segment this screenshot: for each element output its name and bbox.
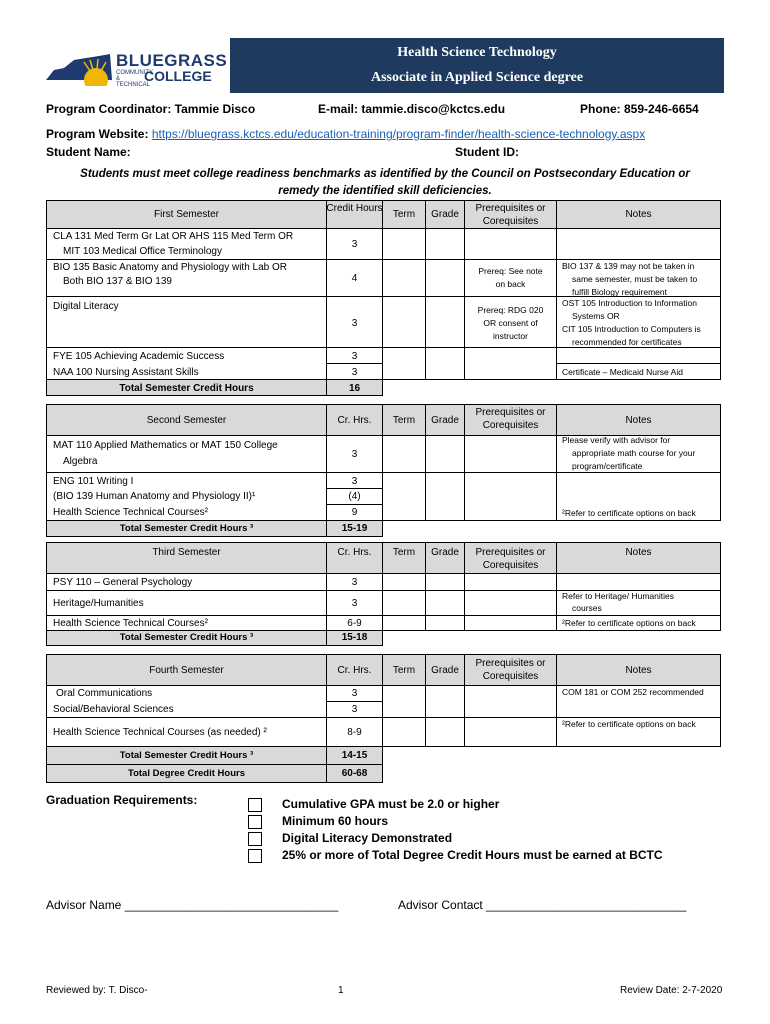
- course-heritage: Heritage/Humanities: [53, 598, 144, 609]
- hours: 3: [351, 688, 358, 699]
- note: BIO 137 & 139 may not be taken in: [562, 261, 695, 271]
- total-semester-hours: 14-15: [341, 750, 368, 761]
- hours: 6-9: [347, 618, 362, 629]
- hours: (4): [348, 491, 361, 502]
- cr-hrs-header: Cr. Hrs.: [337, 415, 372, 426]
- note: fulfill Biology requirement: [572, 287, 667, 297]
- course-hst: Health Science Technical Courses²: [53, 507, 208, 518]
- bctc-hours-checkbox[interactable]: [248, 849, 262, 863]
- prereq-note: on back: [495, 279, 526, 289]
- grad-req-item: Cumulative GPA must be 2.0 or higher: [282, 797, 500, 811]
- hours: 3: [351, 577, 358, 588]
- course-bio137-139: Both BIO 137 & BIO 139: [63, 276, 172, 287]
- program-header: [230, 38, 724, 93]
- grade-header: Grade: [431, 547, 459, 558]
- hours: 3: [351, 318, 358, 329]
- email: E-mail: tammie.disco@kctcs.edu: [318, 102, 506, 116]
- logo-college: COLLEGE: [144, 68, 212, 84]
- course-eng101: ENG 101 Writing I: [53, 476, 134, 487]
- hours: 3: [351, 351, 358, 362]
- total-semester-hours: 16: [348, 383, 361, 394]
- coordinator: Program Coordinator: Tammie Disco: [46, 102, 256, 116]
- hours: 3: [351, 476, 358, 487]
- course-digital-literacy: Digital Literacy: [53, 301, 119, 312]
- hours: 8-9: [347, 727, 362, 738]
- notes-header: Notes: [625, 415, 652, 426]
- hours: 3: [351, 367, 358, 378]
- course-social: Social/Behavioral Sciences: [53, 704, 174, 715]
- advisor-name-field[interactable]: Advisor Name ________________________________: [46, 898, 339, 912]
- digital-literacy-checkbox[interactable]: [248, 832, 262, 846]
- prereq-note: Prereq: See note: [478, 266, 543, 276]
- review-date: Review Date: 2-7-2020: [620, 985, 723, 996]
- note: appropriate math course for your: [572, 448, 696, 458]
- notes-header: Notes: [625, 665, 652, 676]
- hours: 3: [351, 598, 358, 609]
- phone: Phone: 859-246-6654: [580, 102, 699, 116]
- note: Certificate – Medicaid Nurse Aid: [562, 367, 683, 377]
- grade-header: Grade: [431, 415, 459, 426]
- course-cla131: CLA 131 Med Term Gr Lat OR AHS 115 Med Term OR: [53, 231, 294, 242]
- note: same semester, must be taken to: [572, 274, 698, 284]
- note: COM 181 or COM 252 recommended: [562, 687, 704, 697]
- course-mat110: MAT 110 Applied Mathematics or MAT 150 College: [53, 440, 278, 451]
- course-oral-comm: Oral Communications: [56, 688, 153, 699]
- page-number: 1: [338, 985, 344, 996]
- total-semester-label: Total Semester Credit Hours ³: [119, 750, 254, 761]
- third-semester-title: Third Semester: [152, 547, 221, 558]
- total-degree-hours: 60-68: [341, 768, 368, 779]
- total-semester-label: Total Semester Credit Hours ³: [119, 632, 254, 643]
- prereq-header: Prerequisites or Corequisites: [475, 407, 546, 431]
- prereq-header: Prerequisites or Corequisites: [475, 203, 546, 227]
- hours: 3: [351, 704, 358, 715]
- grad-req-item: Digital Literacy Demonstrated: [282, 831, 453, 845]
- course-mit103: MIT 103 Medical Office Terminology: [63, 246, 222, 257]
- grade-header: Grade: [431, 665, 459, 676]
- cr-hrs-header: Cr. Hrs.: [337, 547, 372, 558]
- benchmark-line2: remedy the identified skill deficiencies.: [278, 185, 492, 197]
- term-header: Term: [392, 665, 416, 676]
- notes-header: Notes: [625, 547, 652, 558]
- first-semester-title: First Semester: [153, 209, 219, 220]
- course-fye105: FYE 105 Achieving Academic Success: [53, 351, 225, 362]
- note: courses: [572, 603, 602, 613]
- note: Refer to Heritage/ Humanities: [562, 591, 674, 601]
- advisor-contact-field[interactable]: Advisor Contact ______________________________: [398, 898, 687, 912]
- note: ²Refer to certificate options on back: [562, 719, 696, 729]
- course-naa100: NAA 100 Nursing Assistant Skills: [53, 367, 199, 378]
- course-hst: Health Science Technical Courses (as needed) ²: [53, 727, 267, 738]
- logo-text: BLUEGRASS: [116, 51, 228, 70]
- course-hst: Health Science Technical Courses²: [53, 618, 208, 629]
- note: Systems OR: [572, 311, 620, 321]
- student-id: Student ID:: [455, 145, 519, 159]
- hours: 3: [351, 239, 358, 250]
- reviewed-by: Reviewed by: T. Disco-: [46, 985, 148, 996]
- note: recommended for certificates: [572, 337, 682, 347]
- hours: 3: [351, 449, 358, 460]
- note: CIT 105 Introduction to Computers is: [562, 324, 701, 334]
- student-name: Student Name:: [46, 145, 131, 159]
- course-bio135: BIO 135 Basic Anatomy and Physiology with Lab OR: [53, 262, 288, 273]
- note: program/certificate: [572, 461, 643, 471]
- logo-subtext: COMMUNITY & TECHNICAL: [116, 70, 153, 88]
- note: OST 105 Introduction to Information: [562, 298, 697, 308]
- gpa-checkbox[interactable]: [248, 798, 262, 812]
- course-bio139: (BIO 139 Human Anatomy and Physiology II)¹: [53, 491, 256, 502]
- term-header: Term: [392, 547, 416, 558]
- prereq-header: Prerequisites or Corequisites: [475, 658, 546, 682]
- course-psy110: PSY 110 – General Psychology: [53, 577, 193, 588]
- total-semester-label: Total Semester Credit Hours ³: [119, 523, 254, 534]
- prereq-note: instructor: [493, 331, 528, 341]
- website-row: [46, 127, 645, 141]
- benchmark-notice: [60, 166, 710, 200]
- fourth-semester-title: Fourth Semester: [149, 665, 224, 676]
- prereq-note: Prereq: RDG 020: [477, 305, 544, 315]
- prereq-note: OR consent of: [483, 318, 538, 328]
- grade-header: Grade: [431, 209, 459, 220]
- total-semester-hours: 15-19: [341, 523, 368, 534]
- term-header: Term: [392, 209, 416, 220]
- website-label: Program Website:: [46, 127, 149, 141]
- note: ²Refer to certificate options on back: [562, 618, 696, 628]
- prereq-header: Prerequisites or Corequisites: [475, 547, 546, 571]
- graduation-label: Graduation Requirements:: [46, 793, 198, 807]
- grad-req-item: Minimum 60 hours: [282, 814, 389, 828]
- kentucky-sun-icon: [44, 50, 114, 86]
- course-mat150: Algebra: [63, 456, 98, 467]
- note: ²Refer to certificate options on back: [562, 508, 696, 518]
- total-semester-label: Total Semester Credit Hours: [119, 383, 254, 394]
- hours-checkbox[interactable]: [248, 815, 262, 829]
- total-degree-label: Total Degree Credit Hours: [127, 768, 245, 779]
- degree-subtitle: Associate in Applied Science degree: [370, 70, 584, 85]
- grad-req-item: 25% or more of Total Degree Credit Hours must be earned at BCTC: [282, 848, 663, 862]
- second-semester-title: Second Semester: [146, 415, 227, 426]
- hours: 4: [351, 273, 358, 284]
- benchmark-line1: Students must meet college readiness benchmarks as identified by the Council on Postsecondary Education or: [80, 168, 690, 180]
- program-title: Health Science Technology: [397, 45, 557, 60]
- term-header: Term: [392, 415, 416, 426]
- notes-header: Notes: [625, 209, 652, 220]
- credit-hours-header: Credit Hours: [326, 203, 383, 214]
- college-logo: [44, 50, 228, 88]
- website-link[interactable]: https://bluegrass.kctcs.edu/education-training/program-finder/health-science-technology.aspx: [151, 127, 646, 141]
- hours: 9: [351, 507, 358, 518]
- cr-hrs-header: Cr. Hrs.: [337, 665, 372, 676]
- total-semester-hours: 15-18: [341, 632, 368, 643]
- note: Please verify with advisor for: [562, 435, 671, 445]
